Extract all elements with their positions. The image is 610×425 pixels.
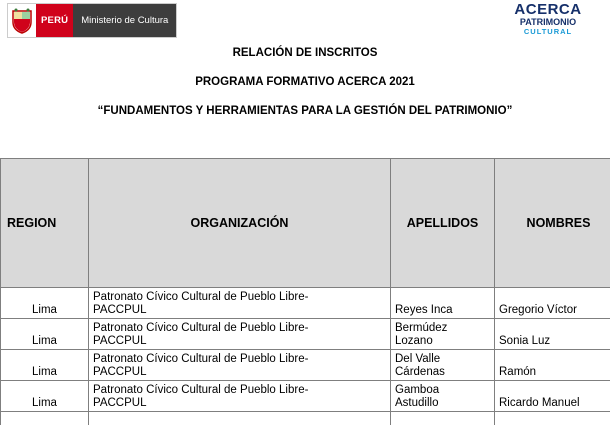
cell-names: Ramón <box>495 350 610 381</box>
table-row <box>1 319 610 350</box>
table-row <box>1 350 610 381</box>
document-title: RELACIÓN DE INSCRITOS <box>232 47 378 59</box>
header-surnames: APELLIDOS <box>391 159 495 288</box>
cell-surnames <box>391 412 495 425</box>
table-header-row <box>1 159 610 288</box>
cell-region: Lima <box>1 350 89 381</box>
surname-line2: Lozano <box>395 335 433 347</box>
cell-names: Sonia Luz <box>495 319 610 350</box>
surname-line1: Gamboa <box>395 384 440 396</box>
org-line1: Patronato Cívico Cultural de Pueblo Libre- <box>93 322 309 334</box>
cell-names: Gregorio Víctor <box>495 288 610 319</box>
org-line1: Patronato Cívico Cultural de Pueblo Libre- <box>93 353 309 365</box>
cell-surnames <box>391 350 495 381</box>
org-line2: PACCPUL <box>93 397 147 409</box>
org-line2: PACCPUL <box>93 366 147 378</box>
cell-organization <box>89 288 391 319</box>
peru-label: PERÚ <box>36 4 73 37</box>
program-title: PROGRAMA FORMATIVO ACERCA 2021 <box>195 76 415 88</box>
table-row <box>1 288 610 319</box>
cell-organization <box>89 412 391 425</box>
registrants-table <box>0 158 610 425</box>
acerca-logo <box>496 2 600 36</box>
org-line1: Patronato Cívico Cultural de Pueblo Libre- <box>93 291 309 303</box>
table-row <box>1 381 610 412</box>
cell-region: Lima <box>1 381 89 412</box>
ministerio-cultura-logo <box>7 3 177 38</box>
cell-organization <box>89 319 391 350</box>
acerca-logo-line2: PATRIMONIO <box>519 17 577 27</box>
header-region: REGION <box>1 159 89 288</box>
surname-line2: Reyes Inca <box>395 304 453 316</box>
cell-names <box>495 412 610 425</box>
acerca-logo-line3: CULTURAL <box>523 27 573 36</box>
org-line2: PACCPUL <box>93 335 147 347</box>
cell-names: Ricardo Manuel <box>495 381 610 412</box>
cell-region: Lima <box>1 288 89 319</box>
course-title: “FUNDAMENTOS Y HERRAMIENTAS PARA LA GESTIÓN DEL PATRIMONIO” <box>97 105 513 117</box>
ministry-label: Ministerio de Cultura <box>73 4 176 37</box>
header-names: NOMBRES <box>495 159 610 288</box>
cell-organization <box>89 350 391 381</box>
org-line2: PACCPUL <box>93 304 147 316</box>
surname-line1: Del Valle <box>395 353 441 365</box>
surname-line1: Bermúdez <box>395 322 448 334</box>
cell-surnames <box>391 381 495 412</box>
table-row <box>1 412 610 425</box>
acerca-logo-main: ACERCA <box>514 1 582 18</box>
org-line1: Patronato Cívico Cultural de Pueblo Libre- <box>93 384 309 396</box>
surname-line2: Cárdenas <box>395 366 445 378</box>
cell-region <box>1 412 89 425</box>
registrants-table-container <box>0 158 610 425</box>
header-organization: ORGANIZACIÓN <box>89 159 391 288</box>
cell-surnames <box>391 319 495 350</box>
cell-organization <box>89 381 391 412</box>
surname-line2: Astudillo <box>395 397 439 409</box>
peru-shield-icon <box>8 4 36 37</box>
cell-region: Lima <box>1 319 89 350</box>
cell-surnames <box>391 288 495 319</box>
